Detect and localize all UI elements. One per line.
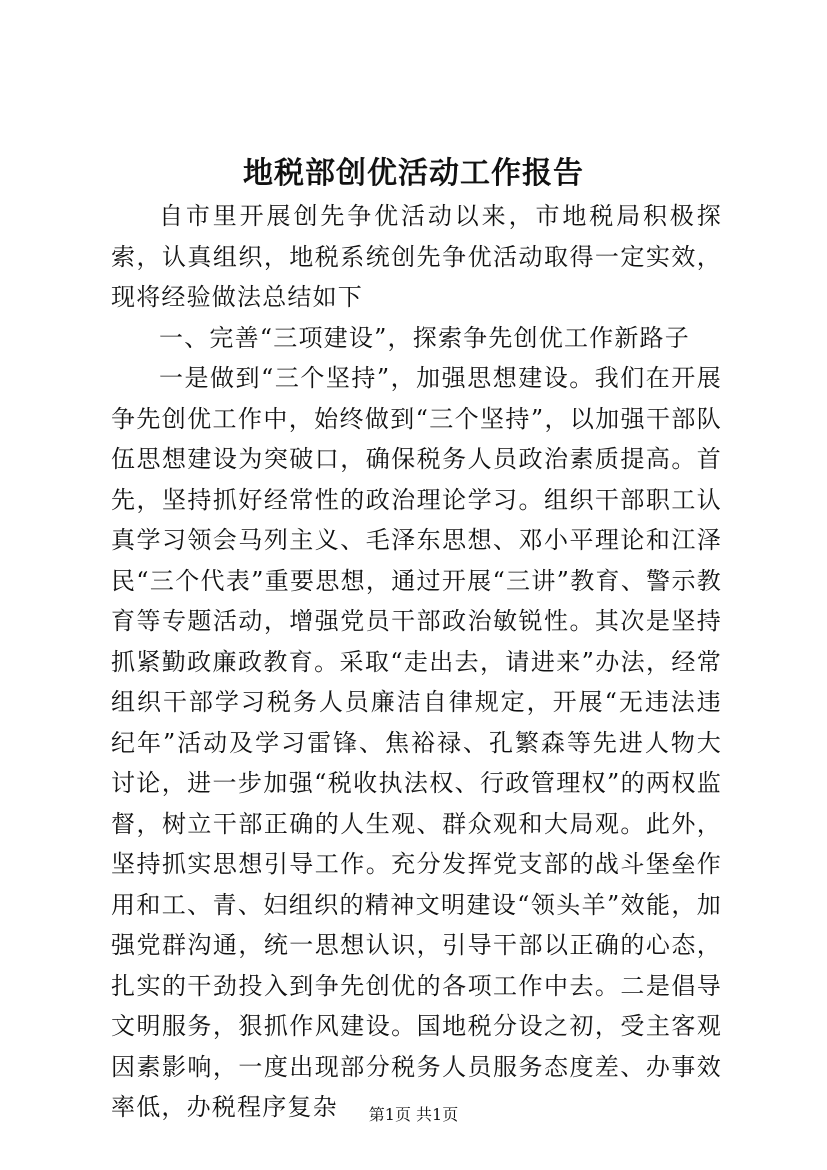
document-body [111, 196, 722, 1128]
document-title: 地税部创优活动工作报告 [243, 156, 584, 191]
paragraph-intro: 自市里开展创先争优活动以来，市地税局积极探索，认真组织，地税系统创先争优活动取得一定实效，现将经验做法总结如下 [111, 202, 722, 311]
section-heading: 一、完善“三项建设”，探索争先创优工作新路子 [159, 323, 690, 352]
page-number-footer: 第1页 共1页 [368, 1105, 459, 1124]
paragraph-body: 一是做到“三个坚持”，加强思想建设。我们在开展争先创优工作中，始终做到“三个坚持”，以加强干部队伍思想建设为突破口，确保税务人员政治素质提高。首先，坚持抓好经常性的政治理论学习。组织干部职工认真学习领会马列主义、毛泽东思想、邓小平理论和江泽民“三个代表”重要思想，通过开展“三讲”教育、警示教育等专题活动，增强党员干部政治敏锐性。其次是坚持抓紧勤政廉政教育。采取“走出去，请进来”办法，经常组织干部学习税务人员廉洁自律规定，开展“无违法违纪年”活动及学习雷锋、焦裕禄、孔繁森等先进人物大讨论，进一步加强“税收执法权、行政管理权”的两权监督，树立干部正确的人生观、群众观和大局观。此外，坚持抓实思想引导工作。充分发挥党支部的战斗堡垒作用和工、青、妇组织的精神文明建设“领头羊”效能，加强党群沟通，统一思想认识，引导干部以正确的心态，扎实的干劲投入到争先创优的各项工作中去。二是倡导文明服务，狠抓作风建设。国地税分设之初，受主客观因素影响，一度出现部分税务人员服务态度差、办事效率低，办税程序复杂 [111, 364, 722, 1121]
